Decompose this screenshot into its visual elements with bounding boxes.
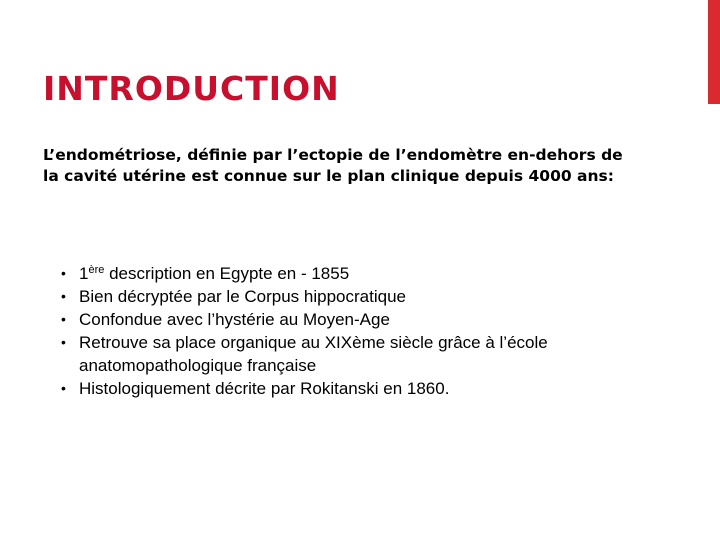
bullet-text: Retrouve sa place organique au XIXème siècle grâce à l’école anatomopathologique française [79, 333, 548, 375]
bullet-list [61, 262, 671, 400]
bullet-text: Confondue avec l’hystérie au Moyen-Age [79, 310, 390, 329]
bullet-text-prefix: 1 [79, 264, 89, 283]
intro-paragraph: L’endométriose, définie par l’ectopie de l’endomètre en-dehors de la cavité utérine est connue sur le plan clinique depuis 4000 ans: [43, 146, 623, 185]
bullet-text: Bien décryptée par le Corpus hippocratique [79, 287, 406, 306]
list-item [61, 262, 671, 285]
slide-title: INTRODUCTION [43, 69, 340, 108]
list-item [61, 331, 671, 377]
bullet-text: description en Egypte en - 1855 [104, 264, 350, 283]
list-item [61, 285, 671, 308]
bullet-icon: • [61, 288, 66, 304]
list-item [61, 308, 671, 331]
accent-bar [708, 0, 720, 104]
bullet-icon: • [61, 265, 66, 281]
bullet-text-superscript: ère [88, 264, 105, 276]
bullet-icon: • [61, 311, 66, 327]
bullet-icon: • [61, 334, 66, 350]
list-item [61, 377, 671, 400]
bullet-icon: • [61, 380, 66, 396]
bullet-text: Histologiquement décrite par Rokitanski en 1860. [79, 379, 450, 398]
